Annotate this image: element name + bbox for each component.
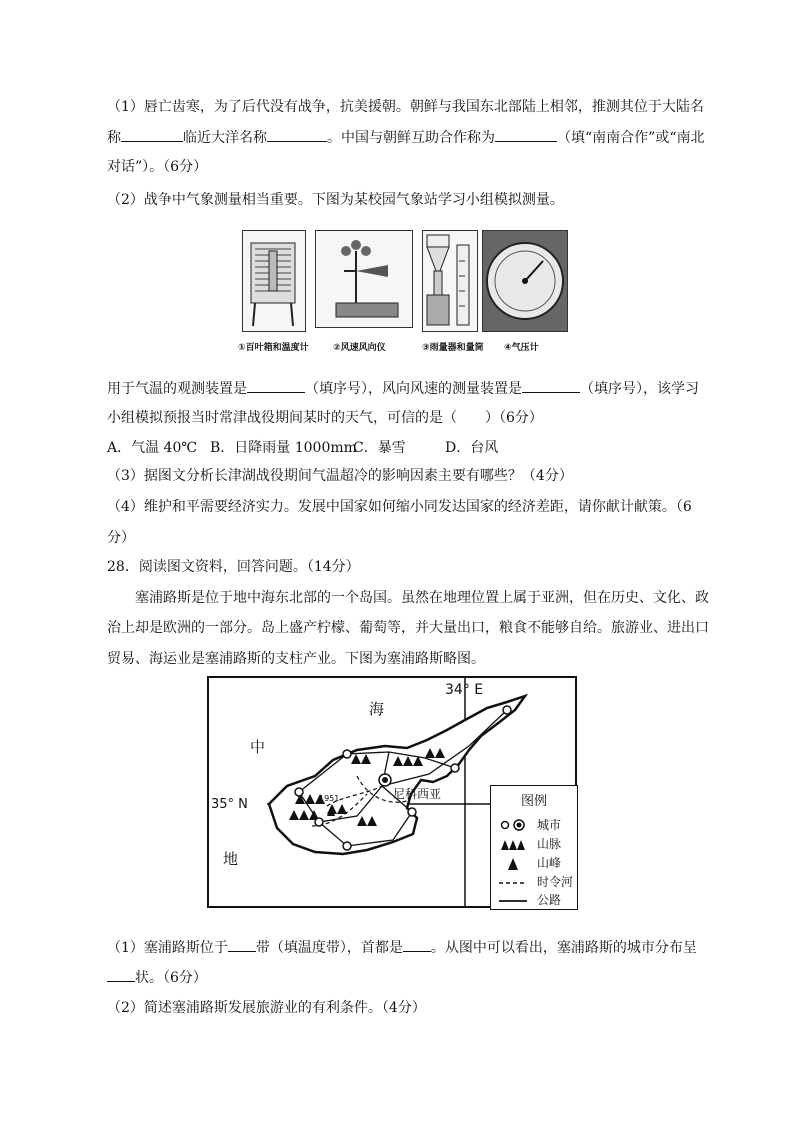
q1-text-a: 称 — [107, 130, 121, 146]
q3-line: （3）据图文分析长津湖战役期间气温超冷的影响因素主要有哪些？（4分） — [107, 468, 573, 484]
answer-blank[interactable] — [403, 937, 431, 952]
q28-1-line-1 — [107, 937, 697, 958]
option-c[interactable]: C．暴雪 — [353, 440, 406, 456]
q1-line-1: （1）唇亡齿寒，为了后代没有战争，抗美援朝。朝鲜与我国东北部陆上相邻，推测其位于大陆名 — [107, 99, 704, 115]
q28-heading: 28．阅读图文资料，回答问题。（14分） — [107, 559, 360, 575]
answer-blank[interactable] — [228, 937, 256, 952]
answer-blank[interactable] — [267, 127, 327, 142]
q2-text-a: 用于气温的观测装置是 — [107, 381, 247, 397]
q4-line-2: 分） — [107, 530, 135, 546]
answer-blank[interactable] — [495, 127, 557, 142]
q28-1-line-2 — [107, 967, 207, 988]
q1-text-b: 临近大洋名称 — [183, 130, 267, 146]
q1-text-d: （填“南南合作”或“南北 — [557, 130, 705, 146]
stevenson-screen-icon — [242, 230, 306, 332]
answer-blank[interactable] — [121, 127, 183, 142]
legend-label: 城市 — [537, 818, 562, 832]
q2-text-b: （填序号），风向风速的测量装置是 — [305, 381, 522, 397]
q28-para-line-2: 治上却是欧洲的一部分。岛上盛产柠檬、葡萄等，并大量出口，粮食不能够自给。旅游业、进出口 — [107, 620, 709, 636]
barometer-icon — [482, 230, 568, 332]
q4-line-1: （4）维护和平需要经济实力。发展中国家如何缩小同发达国家的经济差距，请你献计献策。（6 — [107, 499, 692, 515]
legend-label: 时令河 — [537, 875, 574, 889]
q28-2-line: （2）简述塞浦路斯发展旅游业的有利条件。（4分） — [107, 1000, 426, 1016]
q1-text-c: 。中国与朝鲜互助合作称为 — [327, 130, 495, 146]
caption-3: ③雨量器和量筒 — [422, 343, 484, 353]
q2-line-1: （2）战争中气象测量相当重要。下图为某校园气象站学习小组模拟测量。 — [107, 192, 564, 208]
q28-1-text-b: 带（填温度带），首都是 — [255, 940, 403, 956]
legend-title: 图例 — [520, 794, 547, 809]
caption-4: ④气压计 — [504, 343, 539, 353]
answer-blank[interactable] — [107, 967, 135, 982]
q1-line-2 — [107, 127, 704, 148]
caption-1: ①百叶箱和温度计 — [238, 343, 309, 353]
legend-label: 山脉 — [537, 837, 562, 851]
q2-options — [107, 438, 498, 458]
sea-char-2: 中 — [250, 738, 266, 756]
latitude-label: 35° N — [211, 797, 248, 812]
map-legend — [490, 785, 578, 910]
option-b[interactable]: B．日降雨量 1000mm — [210, 440, 357, 456]
mountain-range-icon — [499, 837, 527, 851]
legend-row-peak — [499, 854, 575, 872]
weather-instruments-figure — [238, 230, 567, 355]
legend-row-river — [499, 873, 575, 891]
q28-para-line-3: 贸易、海运业是塞浦路斯的支柱产业。下图为塞浦路斯略图。 — [107, 651, 485, 667]
option-a[interactable]: A．气温 40℃ — [107, 440, 198, 456]
q28-para-line-1: 塞浦路斯是位于地中海东北部的一个岛国。虽然在地理位置上属于亚洲，但在历史、文化、政 — [135, 590, 709, 606]
answer-blank[interactable] — [522, 378, 580, 393]
q28-1-text-c: 。从图中可以看出，塞浦路斯的城市分布呈 — [430, 940, 697, 956]
peak-height-label: 1951 — [319, 794, 340, 803]
caption-2: ②风速风向仪 — [333, 343, 386, 353]
legend-label: 山峰 — [537, 856, 562, 870]
q28-1-text-d: 状。（6分） — [135, 970, 207, 986]
option-d[interactable]: D．台风 — [445, 440, 499, 456]
peak-icon — [499, 856, 527, 870]
longitude-label: 34° E — [445, 682, 484, 698]
legend-row-city — [499, 816, 575, 834]
anemometer-icon — [315, 230, 413, 328]
answer-blank[interactable] — [247, 378, 305, 393]
road-icon — [499, 893, 527, 907]
sea-char-1: 海 — [369, 700, 385, 718]
rain-gauge-icon — [422, 230, 478, 332]
capital-label: 尼科西亚 — [393, 787, 442, 801]
legend-label: 公路 — [537, 893, 562, 907]
sea-char-3: 地 — [223, 850, 239, 868]
legend-row-mountain — [499, 835, 575, 853]
q1-line-3: 对话”）。（6分） — [107, 159, 208, 175]
q2-line-2 — [107, 378, 699, 399]
seasonal-river-icon — [499, 875, 527, 889]
q2-text-c: （填序号），该学习 — [580, 381, 699, 397]
q2-line-3: 小组模拟预报当时常津战役期间某时的天气，可信的是（ ）（6分） — [107, 410, 543, 426]
legend-row-road — [499, 891, 575, 909]
city-icon — [499, 818, 527, 832]
q28-1-text-a: （1）塞浦路斯位于 — [107, 940, 228, 956]
